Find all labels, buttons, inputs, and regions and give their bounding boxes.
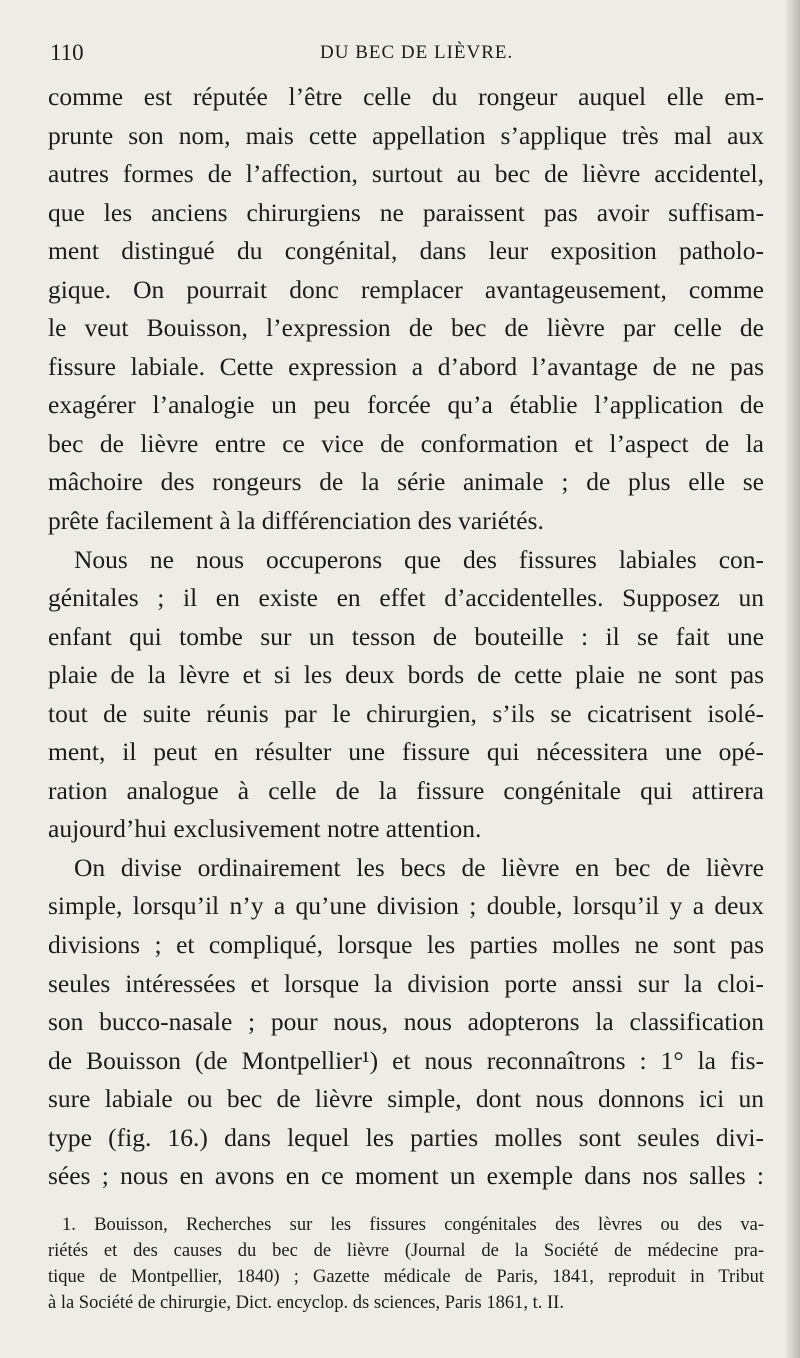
text-line: fissure labiale. Cette expression a d’abord l’avantage de ne pas: [48, 351, 764, 381]
text-line: ration analogue à celle de la fissure congénitale qui attirera: [48, 775, 764, 805]
text-line: ment distingué du congénital, dans leur exposition patholo-: [48, 236, 764, 266]
text-line: aujourd’hui exclusivement notre attention.: [48, 814, 482, 844]
text-line: On divise ordinairement les becs de lièvre en bec de lièvre: [74, 852, 764, 882]
text-line: de Bouisson (de Montpellier¹) et nous reconnaîtrons : 1° la fis-: [48, 1045, 764, 1075]
text-line: plaie de la lèvre et si les deux bords de cette plaie ne sont pas: [48, 660, 764, 690]
page-header: [50, 40, 760, 72]
running-title: DU BEC DE LIÈVRE.: [320, 42, 514, 63]
text-line: que les anciens chirurgiens ne paraissent pas avoir suffisam-: [48, 197, 764, 227]
text-line: prête facilement à la différenciation des variétés.: [48, 506, 544, 536]
text-line: Nous ne nous occuperons que des fissures labiales con-: [74, 544, 764, 574]
text-line: gique. On pourrait donc remplacer avantageusement, comme: [48, 274, 764, 304]
text-line: le veut Bouisson, l’expression de bec de lièvre par celle de: [48, 313, 764, 343]
text-line: comme est réputée l’être celle du rongeur auquel elle em-: [48, 82, 764, 111]
text-line: divisions ; et compliqué, lorsque les parties molles ne sont pas: [48, 930, 764, 960]
text-line: prunte son nom, mais cette appellation s’applique très mal aux: [48, 120, 764, 150]
footnote-line: riétés et des causes du bec de lièvre (Journal de la Société de médecine pra-: [48, 1241, 764, 1261]
text-line: ment, il peut en résulter une fissure qui nécessitera une opé-: [48, 737, 764, 767]
text-line: simple, lorsqu’il n’y a qu’une division ; double, lorsqu’il y a deux: [48, 891, 764, 921]
text-line: enfant qui tombe sur un tesson de bouteille : il se fait une: [48, 621, 764, 651]
text-line: sées ; nous en avons en ce moment un exemple dans nos salles :: [48, 1161, 764, 1191]
text-line: mâchoire des rongeurs de la série animale ; de plus elle se: [48, 467, 764, 497]
text-line: bec de lièvre entre ce vice de conformation et l’aspect de la: [48, 428, 764, 458]
footnote-line: à la Société de chirurgie, Dict. encyclop. ds sciences, Paris 1861, t. II.: [48, 1293, 564, 1313]
text-line: son bucco-nasale ; pour nous, nous adopterons la classification: [48, 1007, 764, 1037]
body-text: [48, 78, 764, 1196]
text-line: type (fig. 16.) dans lequel les parties molles sont seules divi-: [48, 1122, 764, 1152]
text-line: exagérer l’analogie un peu forcée qu’a établie l’application de: [48, 390, 764, 420]
text-line: seules intéressées et lorsque la division porte anssi sur la cloi-: [48, 968, 764, 998]
footnotes: [48, 1212, 764, 1316]
footnote-line: 1. Bouisson, Recherches sur les fissures congénitales des lèvres ou des va-: [62, 1215, 764, 1235]
text-line: tout de suite réunis par le chirurgien, s’ils se cicatrisent isolé-: [48, 698, 764, 728]
page-edge-shadow: [786, 0, 800, 1358]
text-line: autres formes de l’affection, surtout au bec de lièvre accidentel,: [48, 159, 764, 189]
page-number: 110: [50, 40, 84, 65]
text-line: sure labiale ou bec de lièvre simple, dont nous donnons ici un: [48, 1084, 764, 1114]
footnote-line: tique de Montpellier, 1840) ; Gazette médicale de Paris, 1841, reproduit in Tribut: [48, 1267, 764, 1287]
text-line: génitales ; il en existe en effet d’accidentelles. Supposez un: [48, 583, 764, 613]
